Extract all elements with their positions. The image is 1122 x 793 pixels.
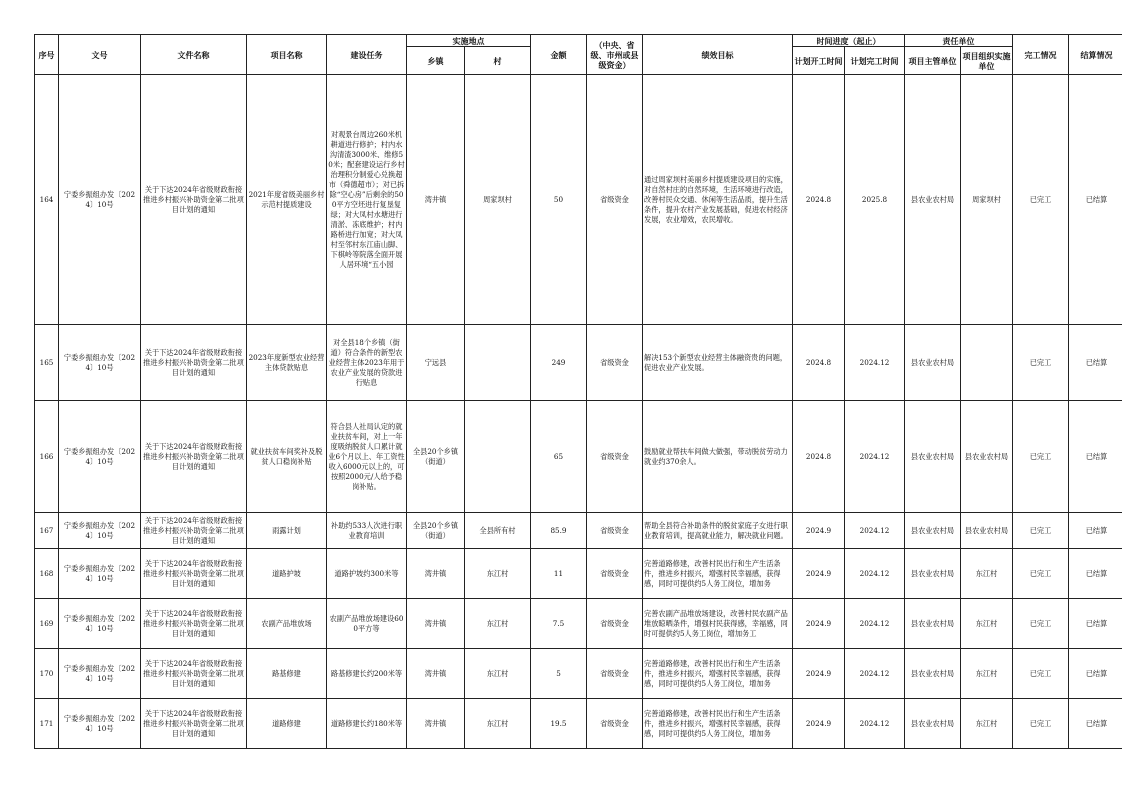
authority-cell: 县农业农村局 — [905, 699, 961, 749]
village-cell: 全县所有村 — [465, 513, 531, 549]
goal-cell: 通过周家坝村美丽乡村提质建设项目的实施，对自然村庄的自然环境，生活环境进行改造，改善村民众交通、休闲等生活品质，提升生活条件，提升农村产业发展基础，促进农村经济发展，农业增效，农民增收。 — [643, 75, 793, 325]
authority-cell: 县农业农村局 — [905, 401, 961, 513]
org-unit-cell: 东江村 — [961, 649, 1013, 699]
project-name-cell: 就业扶贫车间奖补及脱贫人口稳岗补贴 — [247, 401, 327, 513]
header-village: 村 — [465, 47, 531, 75]
town-cell: 湾井镇 — [407, 699, 465, 749]
task-cell: 符合县人社局认定的就业扶贫车间，对上一年度吸纳脱贫人口累计就业6个月以上、年工资性收入6000元以上的，可按照2000元/人给予稳岗补贴。 — [327, 401, 407, 513]
header-location: 实施地点 — [407, 35, 531, 47]
end-cell: 2024.12 — [845, 401, 905, 513]
settlement-cell: 已结算 — [1069, 699, 1122, 749]
goal-cell: 帮助全县符合补助条件的脱贫家庭子女进行职业教育培训，提高就业能力，解决就业问题。 — [643, 513, 793, 549]
org-unit-cell: 东江村 — [961, 699, 1013, 749]
header-seq: 序号 — [35, 35, 59, 75]
header-town: 乡镇 — [407, 47, 465, 75]
authority-cell: 县农业农村局 — [905, 549, 961, 599]
village-cell: 东江村 — [465, 649, 531, 699]
seq-cell: 169 — [35, 599, 59, 649]
goal-cell: 完善道路修建，改善村民出行和生产生活条件，推进乡村振兴，增强村民幸福感，获得感，同时可提供约5人务工岗位，增加务 — [643, 649, 793, 699]
seq-cell: 170 — [35, 649, 59, 699]
table-row — [35, 699, 1122, 749]
task-cell: 路基修建长约200米等 — [327, 649, 407, 699]
amount-cell: 65 — [531, 401, 587, 513]
org-unit-cell: 东江村 — [961, 549, 1013, 599]
completion-cell: 已完工 — [1013, 699, 1069, 749]
authority-cell: 县农业农村局 — [905, 325, 961, 401]
fund-level-cell: 省级资金 — [587, 699, 643, 749]
start-cell: 2024.8 — [793, 325, 845, 401]
task-cell: 道路修建长约180米等 — [327, 699, 407, 749]
town-cell: 湾井镇 — [407, 649, 465, 699]
fund-level-cell: 省级资金 — [587, 513, 643, 549]
header-completion: 完工情况 — [1013, 35, 1069, 75]
town-cell: 湾井镇 — [407, 75, 465, 325]
org-unit-cell: 周家坝村 — [961, 75, 1013, 325]
village-cell — [465, 401, 531, 513]
doc-name-cell: 关于下达2024年省级财政衔接推进乡村振兴补助资金第二批项目计划的通知 — [141, 649, 247, 699]
fund-level-cell: 省级资金 — [587, 75, 643, 325]
authority-cell: 县农业农村局 — [905, 75, 961, 325]
seq-cell: 165 — [35, 325, 59, 401]
settlement-cell: 已结算 — [1069, 75, 1122, 325]
end-cell: 2024.12 — [845, 325, 905, 401]
doc-no-cell: 宁委乡振组办发〔2024〕10号 — [59, 513, 141, 549]
header-end: 计划完工时间 — [845, 47, 905, 75]
task-cell: 对全县18个乡镇（街道）符合条件的新型农业经营主体2023年用于农业产业发展的贷款进行贴息 — [327, 325, 407, 401]
seq-cell: 164 — [35, 75, 59, 325]
doc-name-cell: 关于下达2024年省级财政衔接推进乡村振兴补助资金第二批项目计划的通知 — [141, 75, 247, 325]
table-row — [35, 549, 1122, 599]
village-cell: 东江村 — [465, 549, 531, 599]
project-name-cell: 农副产品堆放场 — [247, 599, 327, 649]
completion-cell: 已完工 — [1013, 649, 1069, 699]
doc-no-cell: 宁委乡振组办发〔2024〕10号 — [59, 649, 141, 699]
amount-cell: 50 — [531, 75, 587, 325]
doc-no-cell: 宁委乡振组办发〔2024〕10号 — [59, 699, 141, 749]
seq-cell: 167 — [35, 513, 59, 549]
fund-level-cell: 省级资金 — [587, 599, 643, 649]
start-cell: 2024.9 — [793, 699, 845, 749]
header-goal: 绩效目标 — [643, 35, 793, 75]
village-cell: 东江村 — [465, 699, 531, 749]
authority-cell: 县农业农村局 — [905, 599, 961, 649]
doc-name-cell: 关于下达2024年省级财政衔接推进乡村振兴补助资金第二批项目计划的通知 — [141, 325, 247, 401]
start-cell: 2024.9 — [793, 599, 845, 649]
amount-cell: 7.5 — [531, 599, 587, 649]
completion-cell: 已完工 — [1013, 75, 1069, 325]
settlement-cell: 已结算 — [1069, 325, 1122, 401]
goal-cell: 完善道路修建，改善村民出行和生产生活条件，推进乡村振兴，增强村民幸福感，获得感，同时可提供约5人务工岗位，增加务 — [643, 549, 793, 599]
town-cell: 全县20个乡镇（街道） — [407, 513, 465, 549]
fund-level-cell: 省级资金 — [587, 649, 643, 699]
town-cell: 全县20个乡镇（街道） — [407, 401, 465, 513]
village-cell — [465, 325, 531, 401]
header-project-name: 项目名称 — [247, 35, 327, 75]
doc-name-cell: 关于下达2024年省级财政衔接推进乡村振兴补助资金第二批项目计划的通知 — [141, 599, 247, 649]
header-org-unit: 项目组织实施单位 — [961, 47, 1013, 75]
amount-cell: 249 — [531, 325, 587, 401]
village-cell: 周家坝村 — [465, 75, 531, 325]
project-table — [34, 34, 1122, 749]
completion-cell: 已完工 — [1013, 599, 1069, 649]
start-cell: 2024.9 — [793, 513, 845, 549]
header-authority: 项目主管单位 — [905, 47, 961, 75]
task-cell: 对观景台周边260米机耕道进行修护；村内水沟清渣3000米、维修50米；配套建设运行乡村治理积分制爱心兑换超市（舜德超市）；对已拆除“空心房”后剩余的500平方空坯进行复垦复绿；对大凤村水塘进行清淤、冻底维护；村内路桥进行加宽；对大凤村至邻村东江庙山脚、下棋岭等院落全面开展人居环境“五小园 — [327, 75, 407, 325]
seq-cell: 166 — [35, 401, 59, 513]
doc-name-cell: 关于下达2024年省级财政衔接推进乡村振兴补助资金第二批项目计划的通知 — [141, 513, 247, 549]
fund-level-cell: 省级资金 — [587, 325, 643, 401]
completion-cell: 已完工 — [1013, 549, 1069, 599]
org-unit-cell: 东江村 — [961, 599, 1013, 649]
org-unit-cell: 县农业农村局 — [961, 401, 1013, 513]
completion-cell: 已完工 — [1013, 513, 1069, 549]
amount-cell: 85.9 — [531, 513, 587, 549]
doc-no-cell: 宁委乡振组办发〔2024〕10号 — [59, 75, 141, 325]
authority-cell: 县农业农村局 — [905, 513, 961, 549]
header-task: 建设任务 — [327, 35, 407, 75]
authority-cell: 县农业农村局 — [905, 649, 961, 699]
start-cell: 2024.8 — [793, 75, 845, 325]
end-cell: 2025.8 — [845, 75, 905, 325]
org-unit-cell — [961, 325, 1013, 401]
doc-no-cell: 宁委乡振组办发〔2024〕10号 — [59, 549, 141, 599]
end-cell: 2024.12 — [845, 699, 905, 749]
header-doc-no: 文号 — [59, 35, 141, 75]
village-cell: 东江村 — [465, 599, 531, 649]
header-schedule: 时间进度（起止） — [793, 35, 905, 47]
header-start: 计划开工时间 — [793, 47, 845, 75]
project-name-cell: 雨露计划 — [247, 513, 327, 549]
goal-cell: 解决153个新型农业经营主体融资贵的问题，促进农业产业发展。 — [643, 325, 793, 401]
header-settlement: 结算情况 — [1069, 35, 1122, 75]
project-name-cell: 道路修建 — [247, 699, 327, 749]
header-fund-level: （中央、省级、市州或县级资金） — [587, 35, 643, 75]
settlement-cell: 已结算 — [1069, 549, 1122, 599]
header-responsible: 责任单位 — [905, 35, 1013, 47]
end-cell: 2024.12 — [845, 549, 905, 599]
settlement-cell: 已结算 — [1069, 599, 1122, 649]
project-name-cell: 道路护坡 — [247, 549, 327, 599]
project-name-cell: 2021年度省级美丽乡村示范村提质建设 — [247, 75, 327, 325]
task-cell: 补助约533人次进行职业教育培训 — [327, 513, 407, 549]
amount-cell: 19.5 — [531, 699, 587, 749]
fund-level-cell: 省级资金 — [587, 549, 643, 599]
goal-cell: 完善道路修建，改善村民出行和生产生活条件，推进乡村振兴，增强村民幸福感，获得感，同时可提供约5人务工岗位，增加务 — [643, 699, 793, 749]
start-cell: 2024.8 — [793, 401, 845, 513]
town-cell: 湾井镇 — [407, 599, 465, 649]
task-cell: 道路护坡约300米等 — [327, 549, 407, 599]
header-doc-name: 文件名称 — [141, 35, 247, 75]
seq-cell: 168 — [35, 549, 59, 599]
table-row — [35, 401, 1122, 513]
settlement-cell: 已结算 — [1069, 401, 1122, 513]
table-row — [35, 649, 1122, 699]
table-row — [35, 75, 1122, 325]
amount-cell: 11 — [531, 549, 587, 599]
doc-name-cell: 关于下达2024年省级财政衔接推进乡村振兴补助资金第二批项目计划的通知 — [141, 549, 247, 599]
settlement-cell: 已结算 — [1069, 513, 1122, 549]
table-row — [35, 513, 1122, 549]
end-cell: 2024.12 — [845, 649, 905, 699]
goal-cell: 完善农副产品堆放场建设，改善村民农副产品堆放晾晒条件，增强村民获得感，幸福感，同时可提供约5人务工岗位，增加务工 — [643, 599, 793, 649]
start-cell: 2024.9 — [793, 549, 845, 599]
fund-level-cell: 省级资金 — [587, 401, 643, 513]
completion-cell: 已完工 — [1013, 325, 1069, 401]
org-unit-cell: 县农业农村局 — [961, 513, 1013, 549]
town-cell: 宁远县 — [407, 325, 465, 401]
settlement-cell: 已结算 — [1069, 649, 1122, 699]
table-row — [35, 325, 1122, 401]
table-row — [35, 599, 1122, 649]
goal-cell: 鼓励就业帮扶车间做大做强，带动脱贫劳动力就业约370余人。 — [643, 401, 793, 513]
project-name-cell: 2023年度新型农业经营主体贷款贴息 — [247, 325, 327, 401]
start-cell: 2024.9 — [793, 649, 845, 699]
completion-cell: 已完工 — [1013, 401, 1069, 513]
doc-no-cell: 宁委乡振组办发〔2024〕10号 — [59, 401, 141, 513]
seq-cell: 171 — [35, 699, 59, 749]
header-amount: 金额 — [531, 35, 587, 75]
end-cell: 2024.12 — [845, 513, 905, 549]
task-cell: 农副产品堆放场建设600平方等 — [327, 599, 407, 649]
header-row-1 — [35, 35, 1122, 47]
amount-cell: 5 — [531, 649, 587, 699]
town-cell: 湾井镇 — [407, 549, 465, 599]
doc-no-cell: 宁委乡振组办发〔2024〕10号 — [59, 325, 141, 401]
end-cell: 2024.12 — [845, 599, 905, 649]
doc-name-cell: 关于下达2024年省级财政衔接推进乡村振兴补助资金第二批项目计划的通知 — [141, 401, 247, 513]
project-name-cell: 路基修建 — [247, 649, 327, 699]
doc-no-cell: 宁委乡振组办发〔2024〕10号 — [59, 599, 141, 649]
doc-name-cell: 关于下达2024年省级财政衔接推进乡村振兴补助资金第二批项目计划的通知 — [141, 699, 247, 749]
